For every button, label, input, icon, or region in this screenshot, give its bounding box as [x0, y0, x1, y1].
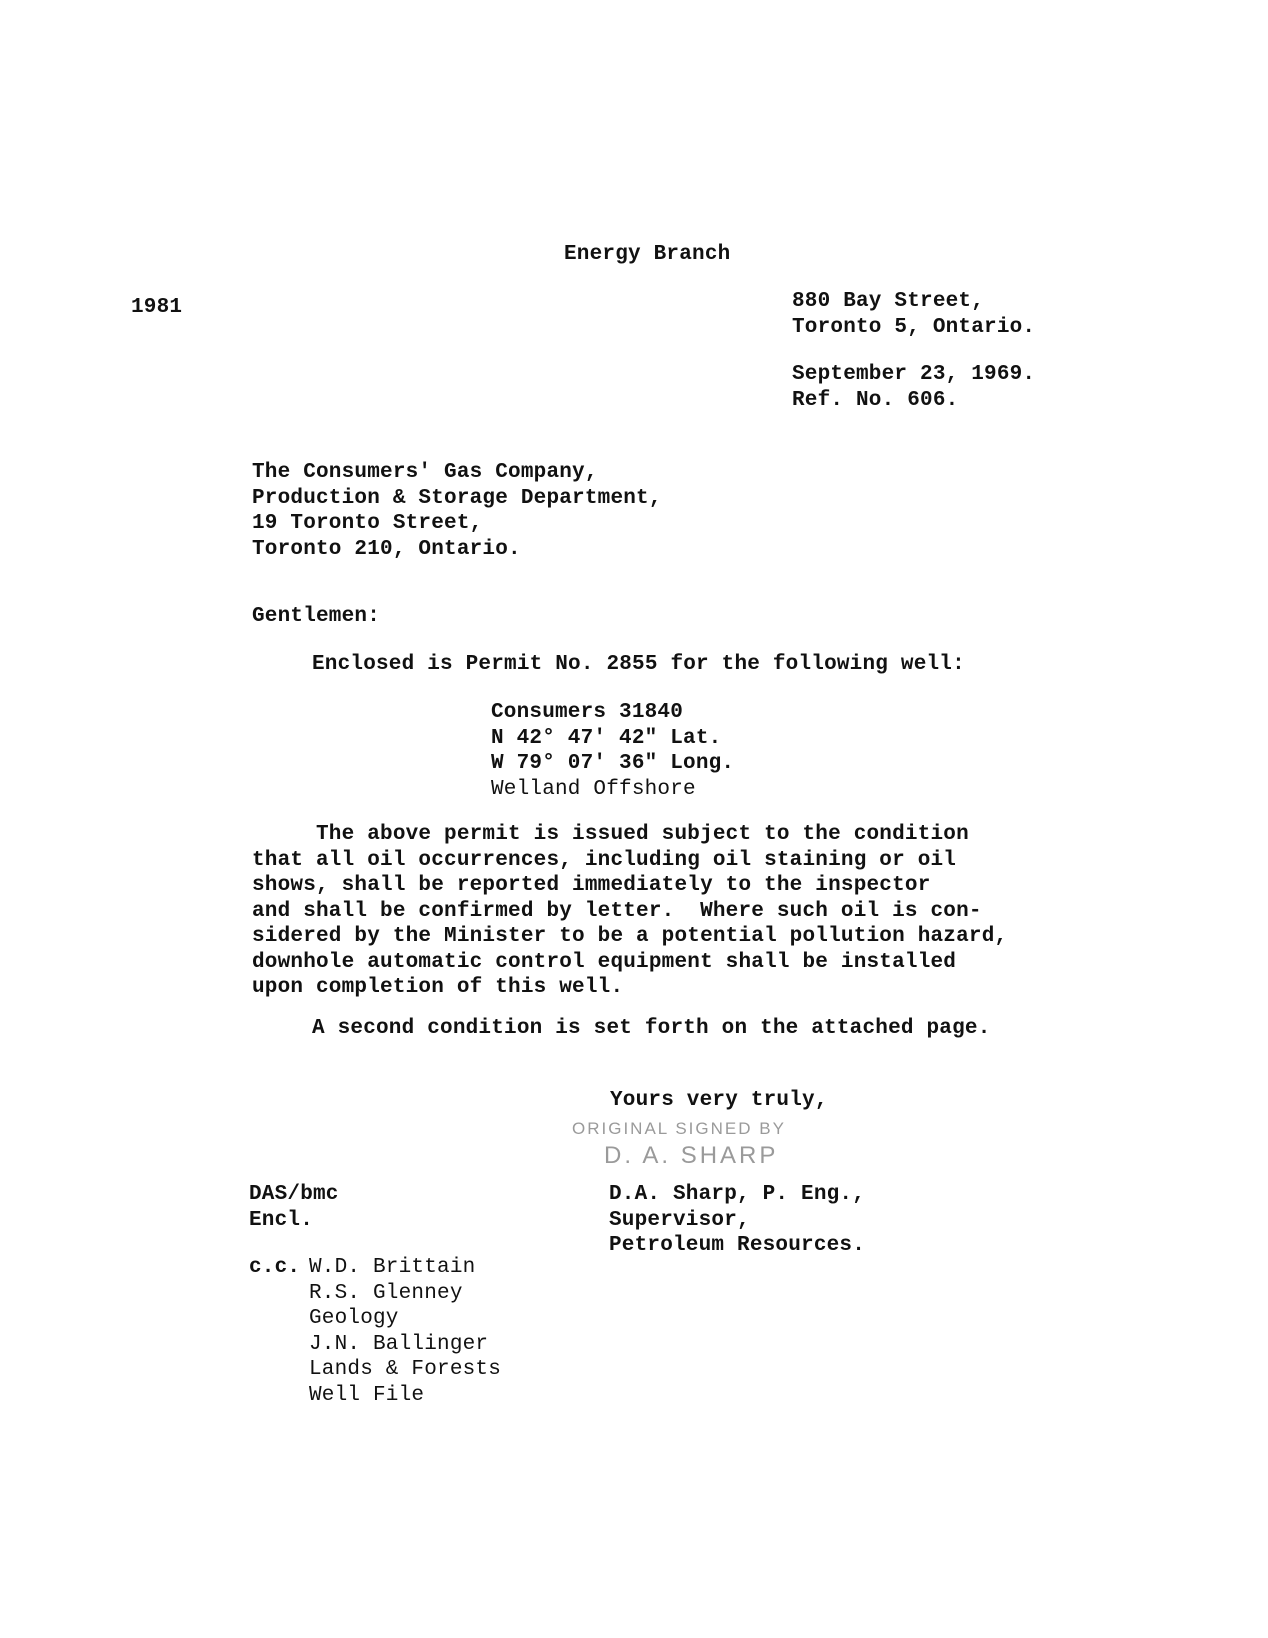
initials-line2: Encl. — [249, 1208, 314, 1232]
recipient-line2: Production & Storage Department, — [252, 486, 662, 510]
condition-line: upon completion of this well. — [252, 976, 624, 999]
well-details — [491, 700, 734, 802]
salutation: Gentlemen: — [252, 605, 381, 628]
recipient-line3: 19 Toronto Street, — [252, 512, 483, 535]
initials-line1: DAS/bmc — [249, 1183, 339, 1206]
recipient-line4: Toronto 210, Ontario. — [252, 537, 521, 561]
cc-recipient: Geology — [309, 1307, 399, 1330]
cc-recipient: W.D. Brittain — [309, 1256, 476, 1279]
signer-name: D.A. Sharp, P. Eng., — [609, 1183, 866, 1206]
condition-line: and shall be confirmed by letter. Where such oil is con- — [252, 899, 982, 923]
intro-paragraph: Enclosed is Permit No. 2855 for the following well: — [312, 653, 965, 676]
condition-line: The above permit is issued subject to the condition — [252, 823, 969, 846]
signature-stamp-line1: ORIGINAL SIGNED BY — [572, 1119, 786, 1138]
closing: Yours very truly, — [610, 1089, 828, 1112]
date-ref — [792, 362, 1035, 413]
letter-date: September 23, 1969. — [792, 363, 1036, 386]
well-longitude: W 79° 07' 36" Long. — [491, 752, 735, 775]
cc-recipient: Well File — [309, 1383, 425, 1407]
recipient-address — [252, 460, 662, 562]
sender-address-line1: 880 Bay Street, — [792, 290, 985, 313]
condition-paragraph — [252, 822, 1007, 1001]
condition-line: downhole automatic control equipment shall be installed — [252, 950, 957, 974]
cc-prefix: c.c. — [249, 1256, 301, 1279]
second-condition: A second condition is set forth on the attached page. — [312, 1017, 991, 1040]
well-location: Welland Offshore — [491, 777, 696, 801]
cc-recipient: Lands & Forests — [309, 1358, 502, 1381]
recipient-line1: The Consumers' Gas Company, — [252, 461, 598, 484]
letterhead-branch: Energy Branch — [564, 243, 731, 266]
file-number: 1981 — [131, 296, 183, 319]
condition-line: sidered by the Minister to be a potential pollution hazard, — [252, 925, 1008, 948]
sender-address — [792, 289, 1035, 340]
well-name: Consumers 31840 — [491, 701, 684, 724]
signer-title: Supervisor, — [609, 1208, 750, 1232]
cc-recipient: R.S. Glenney — [309, 1281, 463, 1305]
well-latitude: N 42° 47' 42" Lat. — [491, 726, 722, 750]
typist-initials — [249, 1182, 339, 1233]
sender-address-line2: Toronto 5, Ontario. — [792, 315, 1036, 339]
signature-block — [609, 1182, 865, 1259]
condition-line: shows, shall be reported immediately to the inspector — [252, 874, 931, 897]
condition-line: that all oil occurrences, including oil staining or oil — [252, 848, 957, 872]
cc-recipient: J.N. Ballinger — [309, 1332, 489, 1356]
cc-list — [309, 1255, 501, 1408]
signer-department: Petroleum Resources. — [609, 1234, 866, 1257]
signature-stamp-line2: D. A. SHARP — [604, 1142, 779, 1169]
reference-number: Ref. No. 606. — [792, 388, 959, 412]
